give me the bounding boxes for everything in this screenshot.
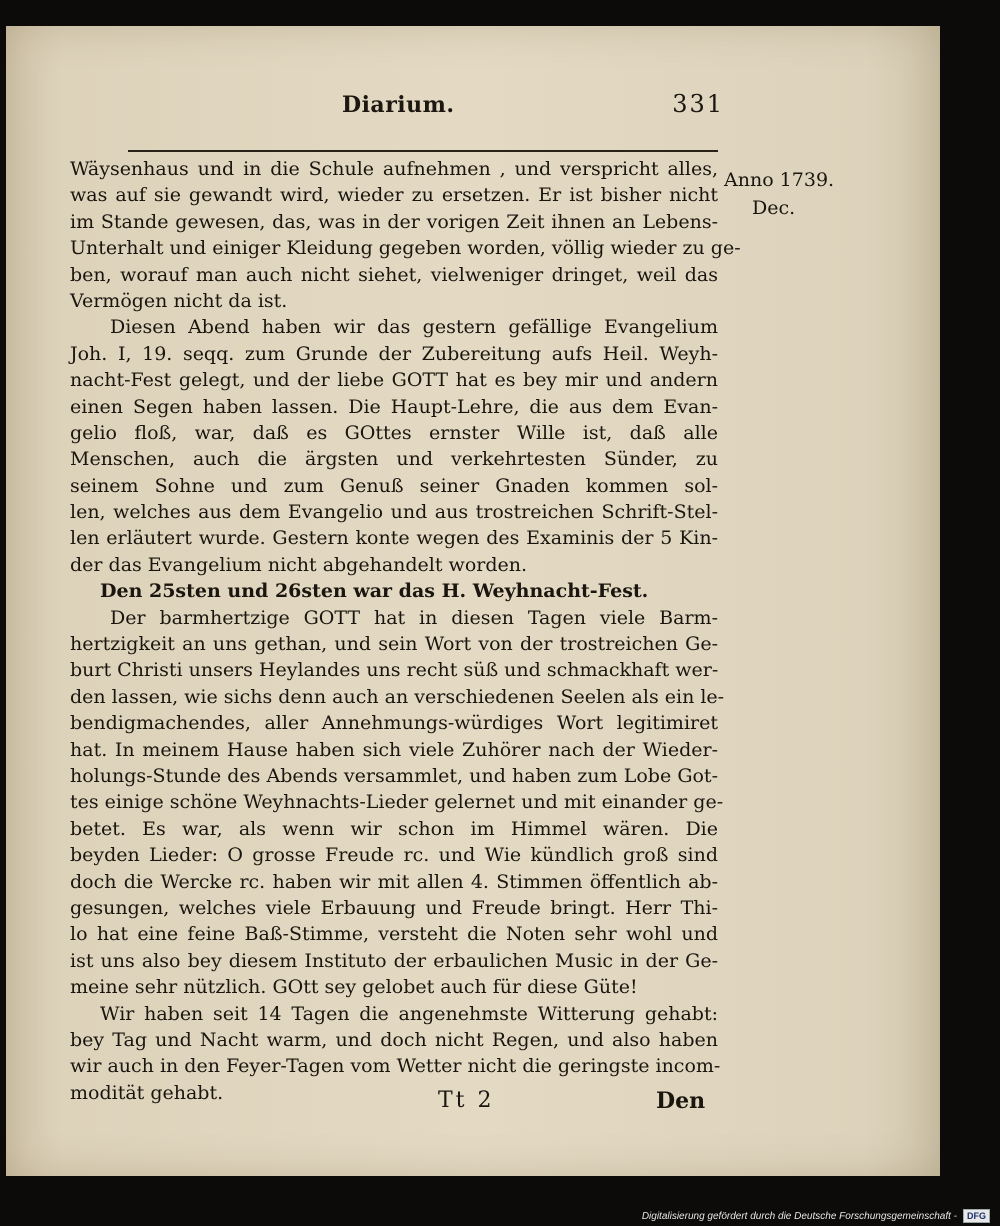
text-line: wir auch in den Feyer-Tagen vom Wetter nicht die geringste incom- bbox=[70, 1055, 721, 1078]
text-line: Vermögen nicht da ist. bbox=[70, 289, 288, 312]
catchword: Den bbox=[656, 1088, 706, 1114]
text-line: Der barmhertzige GOTT hat in diesen Tagen viele Barm- bbox=[110, 606, 718, 629]
text-line: bey Tag und Nacht warm, und doch nicht Regen, und also haben bbox=[70, 1028, 718, 1051]
text-line: betet. Es war, als wenn wir schon im Himmel wären. Die bbox=[70, 817, 718, 840]
text-line: seinem Sohne und zum Genuß seiner Gnaden kommen sol- bbox=[70, 474, 718, 497]
credit-bar bbox=[642, 1208, 990, 1224]
text-line: bendigmachendes, aller Annehmungs-würdiges Wort legitimiret bbox=[70, 712, 718, 735]
page-header bbox=[116, 88, 732, 128]
text-line: was auf sie gewandt wird, wieder zu ersetzen. Er ist bisher nicht bbox=[70, 184, 718, 207]
page-number: 331 bbox=[672, 90, 724, 118]
text-line: len erläutert wurde. Gestern konte wegen des Examinis der 5 Kin- bbox=[70, 527, 718, 550]
text-line: im Stande gewesen, das, was in der vorigen Zeit ihnen an Lebens- bbox=[70, 210, 718, 233]
text-line: hertzigkeit an uns gethan, und sein Wort von der trostreichen Ge- bbox=[70, 633, 718, 656]
running-title: Diarium. bbox=[342, 92, 455, 118]
text-line: den lassen, wie sichs denn auch an verschiedenen Seelen als ein le- bbox=[70, 685, 725, 708]
header-rule bbox=[128, 150, 718, 152]
text-line: Menschen, auch die ärgsten und verkehrtesten Sünder, zu bbox=[70, 448, 718, 471]
page-footer bbox=[6, 1088, 940, 1128]
text-line: Diesen Abend haben wir das gestern gefällige Evangelium bbox=[110, 316, 718, 339]
scanned-page bbox=[6, 26, 940, 1176]
text-line: modität gehabt. bbox=[70, 1081, 224, 1104]
text-line: len, welches aus dem Evangelio und aus trostreichen Schrift-Stel- bbox=[70, 501, 718, 524]
margin-note-year: Anno 1739. bbox=[724, 169, 835, 191]
text-line: lo hat eine feine Baß-Stimme, versteht die Noten sehr wohl und bbox=[70, 923, 718, 946]
text-line: hat. In meinem Hause haben sich viele Zuhörer nach der Wieder- bbox=[70, 738, 718, 761]
text-line: Wäysenhaus und in die Schule aufnehmen , und verspricht alles, bbox=[70, 158, 718, 180]
text-line: Den 25sten und 26sten war das H. Weyhnacht-Fest. bbox=[100, 580, 649, 603]
dfg-logo: DFG bbox=[963, 1209, 990, 1223]
text-line: nacht-Fest gelegt, und der liebe GOTT hat es bey mir und andern bbox=[70, 369, 718, 392]
text-line: einen Segen haben lassen. Die Haupt-Lehre, die aus dem Evan- bbox=[70, 395, 718, 418]
body-text bbox=[70, 156, 741, 1106]
text-line: Unterhalt und einiger Kleidung gegeben worden, völlig wieder zu ge- bbox=[70, 237, 741, 260]
signature-mark: Tt 2 bbox=[438, 1088, 495, 1113]
margin-note bbox=[724, 166, 844, 222]
text-line: gesungen, welches viele Erbauung und Freude bringt. Herr Thi- bbox=[70, 896, 718, 919]
margin-note-month: Dec. bbox=[752, 197, 796, 219]
text-line: Wir haben seit 14 Tagen die angenehmste Witterung gehabt: bbox=[100, 1002, 718, 1025]
credit-text: Digitalisierung gefördert durch die Deutsche Forschungsgemeinschaft - bbox=[641, 1210, 957, 1222]
text-line: burt Christi unsers Heylandes uns recht süß und schmackhaft wer- bbox=[70, 659, 719, 682]
text-line: gelio floß, war, daß es GOttes ernster Wille ist, daß alle bbox=[70, 421, 718, 444]
text-line: ben, worauf man auch nicht siehet, vielweniger dringet, weil das bbox=[70, 263, 718, 286]
text-line: tes einige schöne Weyhnachts-Lieder gelernet und mit einander ge- bbox=[70, 791, 724, 814]
text-line: holungs-Stunde des Abends versammlet, und haben zum Lobe Got- bbox=[70, 764, 718, 787]
text-line: der das Evangelium nicht abgehandelt worden. bbox=[70, 553, 528, 576]
text-line: ist uns also bey diesem Instituto der erbaulichen Music in der Ge- bbox=[70, 949, 718, 972]
text-line: Joh. I, 19. seqq. zum Grunde der Zubereitung aufs Heil. Weyh- bbox=[70, 342, 718, 365]
text-line: beyden Lieder: O grosse Freude rc. und Wie kündlich groß sind bbox=[70, 844, 718, 867]
text-line: meine sehr nützlich. GOtt sey gelobet auch für diese Güte! bbox=[70, 976, 638, 999]
text-line: doch die Wercke rc. haben wir mit allen 4. Stimmen öffentlich ab- bbox=[70, 870, 718, 893]
